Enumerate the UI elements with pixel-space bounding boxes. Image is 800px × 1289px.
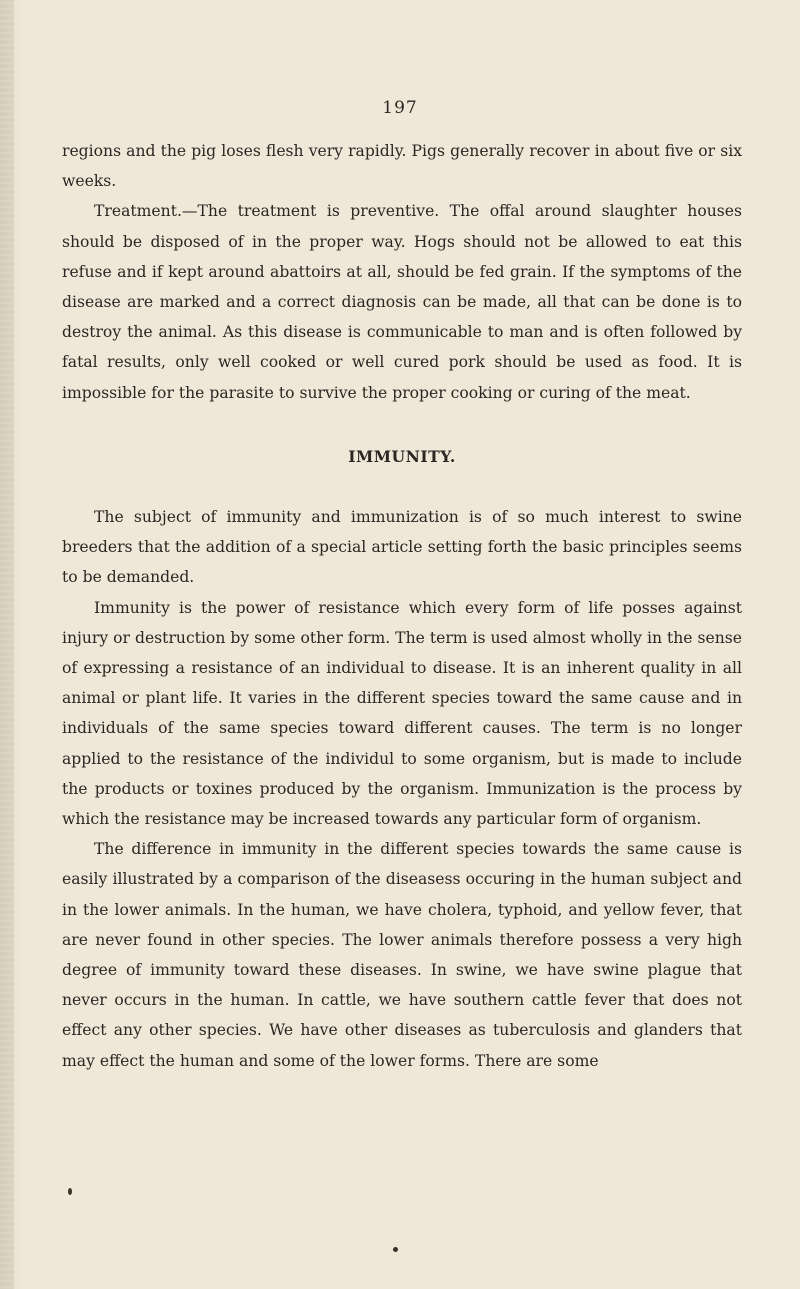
body-text (62, 136, 742, 1076)
scan-speck (393, 1247, 398, 1252)
binding-edge (0, 0, 14, 1289)
paragraph-immunity-species: The difference in immunity in the different species towards the same cause is easily illustrated by a comparison of the diseasess occuring in the human subject and in the lower animals. In the human, we have cholera, typhoid, and yellow fever, that are never found in other species. The lower animals therefore possess a very high degree of immunity toward these diseases. In swine, we have swine plague that never occurs in the human. In cattle, we have southern cattle fever that does not effect any other species. We have other diseases as tuberculosis and glanders that may effect the human and some of the lower forms. There are some (62, 840, 742, 1070)
section-heading: IMMUNITY. (348, 446, 456, 466)
paragraph-immunity-definition: Immunity is the power of resistance which every form of life posses against injury or destruction by some other form. The term is used almost wholly in the sense of expressing a resistance of an individual to disease. It is an inherent quality in all animal or plant life. It varies in the different species toward the same cause and in individuals of the same species toward different causes. The term is no longer applied to the resistance of the individul to some organism, but is made to include the products or toxines produced by the organism. Immunization is the process by which the resistance may be increased towards any particular form of organism. (62, 598, 742, 829)
page-number: 197 (382, 98, 418, 118)
paragraph-immunity-intro: The subject of immunity and immunization is of so much interest to swine breeders that the addition of a special article setting forth the basic principles seems to be demanded. (62, 508, 742, 587)
paragraph-continuation: regions and the pig loses flesh very rapidly. Pigs generally recover in about five or six weeks. (62, 142, 742, 191)
scan-speck (68, 1188, 72, 1195)
paragraph-treatment: Treatment.—The treatment is preventive. The offal around slaughter houses should be disposed of in the proper way. Hogs should not be allowed to eat this refuse and if kept around abattoirs at all, should be fed grain. If the symptoms of the disease are marked and a correct diagnosis can be made, all that can be done is to destroy the animal. As this disease is communicable to man and is often followed by fatal results, only well cooked or well cured pork should be used as food. It is impossible for the parasite to survive the proper cooking or curing of the meat. (62, 202, 742, 402)
